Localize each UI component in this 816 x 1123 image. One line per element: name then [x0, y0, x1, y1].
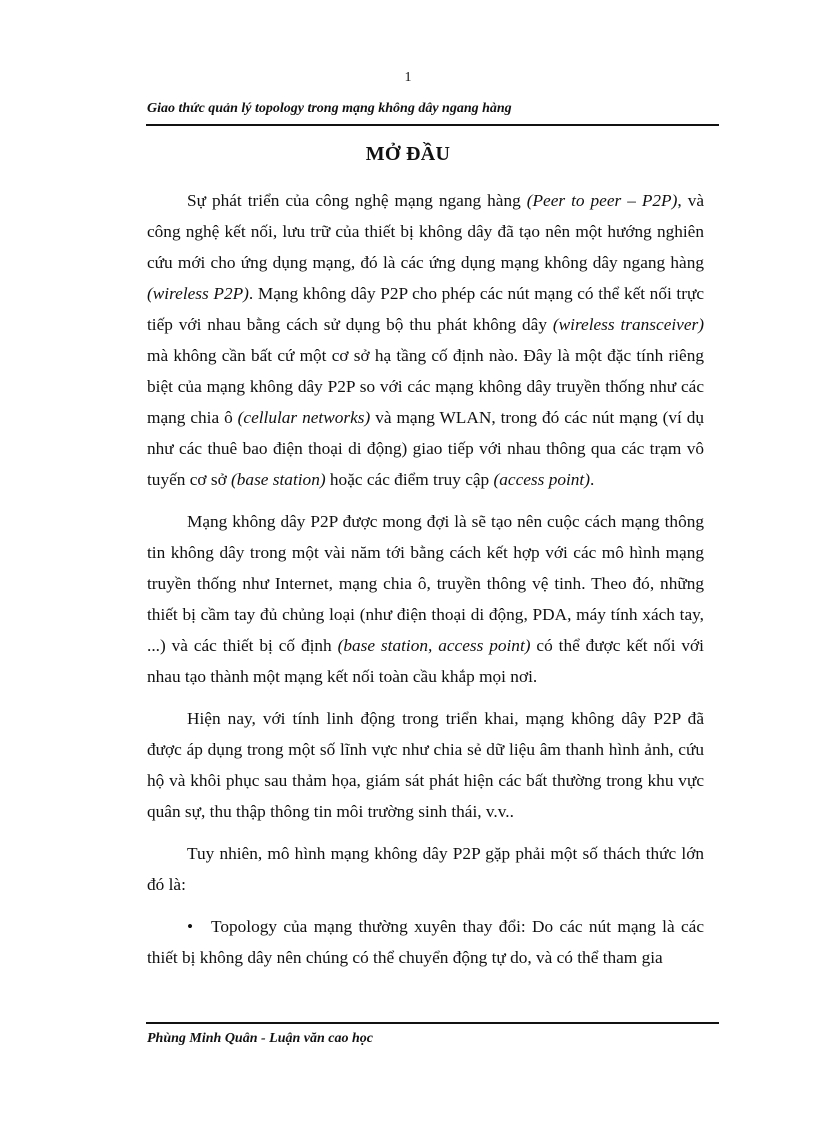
text-run: Mạng không dây P2P được mong đợi là sẽ tạo nên cuộc cách mạng thông tin không dây trong một vài năm tới bằng cách kết hợp với các mô hình mạng truyền thống như Internet, mạng chia ô, truyền thông vệ tinh. Theo đó, những thiết bị cầm tay đủ chủng loại (như điện thoại di động, PDA, máy tính xách tay, ...) và các thiết bị cố định: [147, 512, 704, 655]
chapter-title: MỞ ĐẦU: [365, 143, 451, 165]
italic-term: (wireless transceiver): [552, 315, 704, 334]
paragraph: Tuy nhiên, mô hình mạng không dây P2P gặp phải một số thách thức lớn đó là:: [147, 844, 704, 894]
italic-term: (access point): [493, 470, 590, 489]
bullet-icon: •: [187, 917, 194, 936]
text-run: , và công nghệ kết nối, lưu trữ của thiết bị không dây đã tạo nên một hướng nghiên cứu mới cho ứng dụng mạng, đó là các ứng dụng mạng không dây ngang hàng: [147, 191, 704, 272]
italic-term: (Peer to peer – P2P): [526, 191, 678, 210]
bullet-item: [147, 911, 704, 973]
italic-term: (base station, access point): [337, 636, 531, 655]
paragraph: [147, 185, 704, 495]
footer-rule: [146, 1022, 719, 1024]
text-run: và mạng WLAN, trong đó các nút mạng (ví dụ như các thuê bao điện thoại di động) giao tiếp với nhau thông qua các trạm vô tuyến cơ sở: [147, 408, 704, 489]
header-rule: [146, 124, 719, 126]
text-run: Sự phát triển của công nghệ mạng ngang hàng: [187, 191, 527, 210]
text-run: . Mạng không dây P2P cho phép các nút mạng có thể kết nối trực tiếp với nhau bằng cách sử dụng bộ thu phát không dây: [147, 284, 704, 334]
running-header: Giao thức quản lý topology trong mạng không dây ngang hàng: [147, 101, 512, 116]
text-run: có thể được kết nối với nhau tạo thành một mạng kết nối toàn cầu khắp mọi nơi.: [147, 636, 704, 686]
body-text: [147, 185, 704, 984]
page-number: 1: [404, 70, 412, 85]
italic-term: (cellular networks): [237, 408, 371, 427]
text-run: mà không cần bất cứ một cơ sở hạ tầng cố định nào. Đây là một đặc tính riêng biệt của mạng không dây P2P so với các mạng không dây truyền thống như các mạng chia ô: [147, 346, 704, 427]
text-run: .: [590, 470, 595, 489]
italic-term: (wireless P2P): [147, 284, 249, 303]
text-run: hoặc các điểm truy cập: [325, 470, 494, 489]
paragraph: [147, 506, 704, 692]
paragraph: Hiện nay, với tính linh động trong triển khai, mạng không dây P2P đã được áp dụng trong một số lĩnh vực như chia sẻ dữ liệu âm thanh hình ảnh, cứu hộ và khôi phục sau thảm họa, giám sát phát hiện các bất thường trong khu vực quân sự, thu thập thông tin môi trường sinh thái, v.v..: [147, 709, 704, 821]
italic-term: (base station): [231, 470, 326, 489]
running-footer: Phùng Minh Quân - Luận văn cao học: [147, 1031, 374, 1046]
bullet-text: Topology của mạng thường xuyên thay đổi: Do các nút mạng là các thiết bị không dây nên chúng có thể chuyển động tự do, và có thể tham gia: [147, 917, 704, 967]
